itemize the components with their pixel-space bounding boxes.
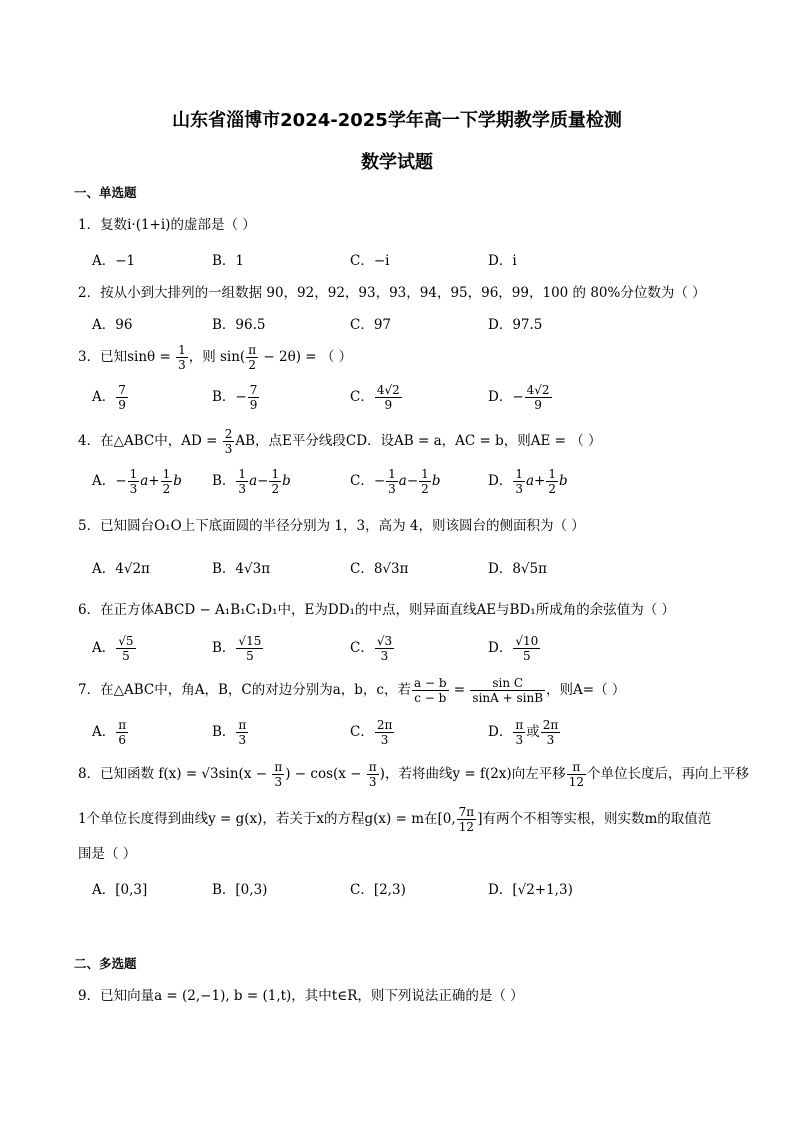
q6-option-c: C． $\frac{√3}{3}$ [350, 634, 393, 663]
q3-option-c: C． $\frac{4√2}{9}$ [350, 383, 400, 412]
q5-stem: 5．已知圆台O₁O上下底面圆的半径分别为 1，3，高为 4，则该圆台的侧面积为（ ） [78, 518, 585, 534]
q8-option-d: D．[√2+1,3) [488, 882, 573, 898]
q5-option-b: B．4√3π [212, 561, 271, 577]
q1-option-b: B．1 [212, 253, 245, 269]
q1-option-d: D．i [488, 253, 517, 269]
q4-stem: 4．在△ABC中，AD = $\frac{2}{3}$ AB，点E平分线段CD．设AB = a，AC = b，则AE = （ ） [78, 427, 602, 456]
q4-option-d: D． $\frac{1}{3}$ a+ $\frac{1}{2}$ b [488, 467, 568, 496]
q1-option-c: C．−i [350, 253, 390, 269]
q3-stem: 3．已知sinθ = $\frac{1}{3}$ ，则 sin( $\frac{\pi}{2}$ − 2θ) = （ ） [78, 343, 353, 372]
q7-stem: 7．在△ABC中，角A，B，C的对边分别为a，b，c，若 $\frac{a - b}{c - b}$ = $\frac{\text{sin C}}{\sin A + \sin B}$ ，则A=（ ） [78, 676, 626, 705]
q8-line1: 8．已知函数 f(x) = √3sin(x − $\frac{\pi}{3}$ ) − cos(x − $\frac{\pi}{3}$ )，若将曲线y = f(2x)向左平移 $\frac{\pi}{12}$ 个单位长度后，再向上平移 [78, 760, 749, 789]
q3-option-a: A． $\frac{7}{9}$ [92, 383, 126, 412]
q6-option-a: A． $\frac{√5}{5}$ [92, 634, 134, 663]
q8-option-a: A．[0,3] [92, 882, 148, 898]
q8-line3: 围是（ ） [78, 846, 137, 862]
section-multi: 二、多选题 [74, 956, 137, 971]
q8-option-b: B．[0,3) [212, 882, 268, 898]
q7-option-d: D． $\frac{\pi}{3}$ 或 $\frac{2\pi}{3}$ [488, 718, 559, 747]
q6-stem: 6．在正方体ABCD − A₁B₁C₁D₁中，E为DD₁的中点，则异面直线AE与BD₁所成角的余弦值为（ ） [78, 602, 675, 618]
q5-option-d: D．8√5π [488, 561, 547, 577]
q8-line2: 1个单位长度得到曲线y = g(x)，若关于x的方程g(x) = m在[0, $\frac{7\pi}{12}$ ]有两个不相等实根，则实数m的取值范 [78, 805, 712, 834]
q2-stem: 2．按从小到大排列的一组数据 90，92，92，93，93，94，95，96，99，100 的 80%分位数为（ ） [78, 285, 706, 301]
q3-option-d: D．− $\frac{4√2}{9}$ [488, 383, 550, 412]
q1-stem: 1．复数i·(1+i)的虚部是（ ） [78, 217, 256, 233]
q1-option-a: A．−1 [92, 253, 136, 269]
q6-option-b: B． $\frac{√15}{5}$ [212, 634, 262, 663]
q2-option-b: B．96.5 [212, 317, 266, 333]
q4-option-b: B． $\frac{1}{3}$ a− $\frac{1}{2}$ b [212, 467, 291, 496]
q2-option-d: D．97.5 [488, 317, 543, 333]
q5-option-a: A．4√2π [92, 561, 150, 577]
q2-option-c: C．97 [350, 317, 392, 333]
q9-stem: 9．已知向量a = (2,−1), b = (1,t)，其中t∈R，则下列说法正确的是（ ） [78, 988, 524, 1004]
section-single: 一、单选题 [74, 185, 137, 200]
q4-option-c: C．− $\frac{1}{3}$ a− $\frac{1}{2}$ b [350, 467, 441, 496]
page-title: 山东省淄博市2024-2025学年高一下学期教学质量检测 [172, 110, 622, 131]
q6-option-d: D． $\frac{√10}{5}$ [488, 634, 539, 663]
page-subtitle: 数学试题 [361, 152, 433, 173]
q7-option-b: B． $\frac{\pi}{3}$ [212, 718, 247, 747]
q4-option-a: A．− $\frac{1}{3}$ a+ $\frac{1}{2}$ b [92, 467, 182, 496]
q5-option-c: C．8√3π [350, 561, 409, 577]
q3-option-b: B．− $\frac{7}{9}$ [212, 383, 258, 412]
q7-option-a: A． $\frac{\pi}{6}$ [92, 718, 127, 747]
q2-option-a: A．96 [92, 317, 133, 333]
q7-option-c: C． $\frac{2\pi}{3}$ [350, 718, 393, 747]
q8-option-c: C．[2,3) [350, 882, 406, 898]
